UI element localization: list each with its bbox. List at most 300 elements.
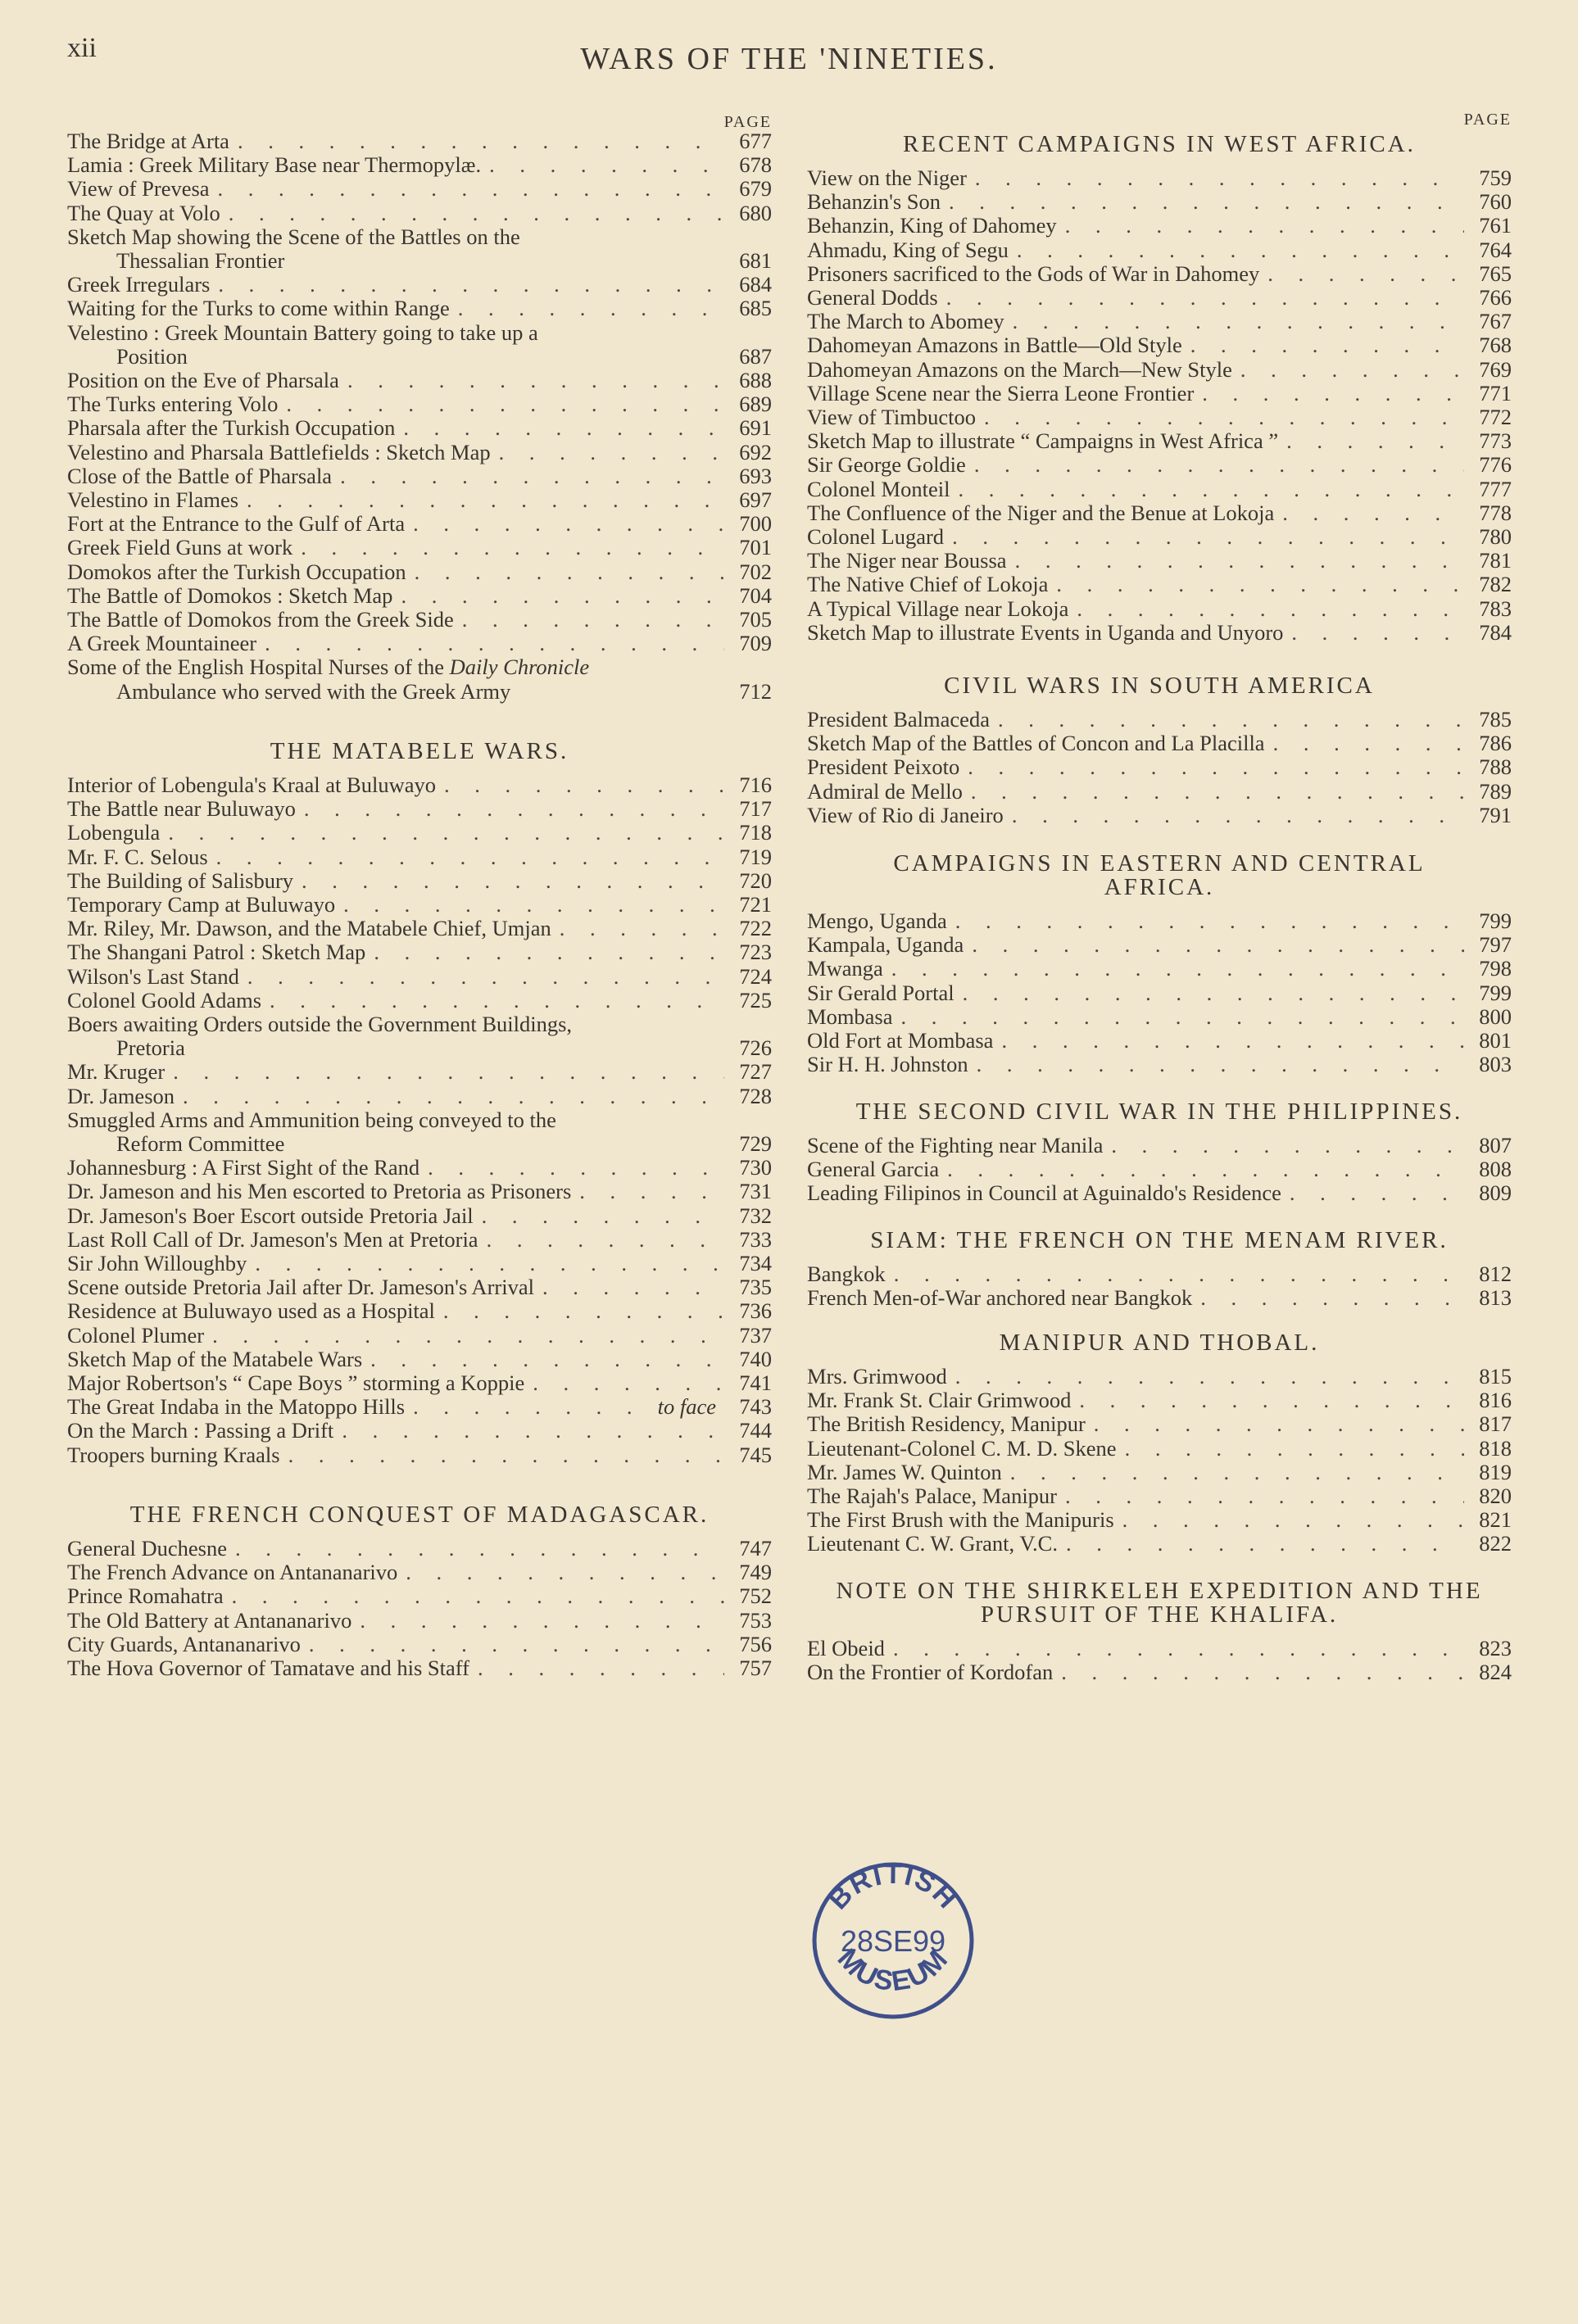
toc-entry xyxy=(67,488,772,512)
entry-page-number: 817 xyxy=(1479,1411,1512,1437)
entry-title xyxy=(67,1419,724,1443)
entry-page-number: 761 xyxy=(1479,213,1512,238)
entry-title-text: Colonel Monteil xyxy=(807,477,950,501)
entry-title-text: The Battle of Domokos from the Greek Side xyxy=(67,608,454,632)
entry-title-text: Behanzin's Son xyxy=(807,190,941,215)
toc-entry xyxy=(807,190,1512,214)
entry-title xyxy=(67,655,724,703)
toc-entry xyxy=(807,286,1512,310)
entry-title xyxy=(807,1484,1464,1508)
entry-title xyxy=(67,369,724,392)
entry-title xyxy=(67,989,724,1013)
toc-entry xyxy=(67,202,772,225)
entry-title-text: The Battle near Buluwayo xyxy=(67,797,296,822)
toc-entry xyxy=(807,1412,1512,1436)
entry-page-number: 788 xyxy=(1479,754,1512,780)
entry-title-text: The Great Indaba in the Matoppo Hills xyxy=(67,1395,406,1420)
entry-title xyxy=(807,310,1464,333)
toc-entry xyxy=(807,573,1512,596)
entry-title-text: Sketch Map showing the Scene of the Battles on the xyxy=(67,224,520,249)
entry-title xyxy=(807,1461,1464,1484)
toc-entry xyxy=(67,1299,772,1323)
entry-page-number: 803 xyxy=(1479,1052,1512,1077)
entry-page-number: 691 xyxy=(739,415,772,441)
entry-page-number: 815 xyxy=(1479,1364,1512,1389)
entry-page-number: 757 xyxy=(739,1656,772,1681)
entry-title xyxy=(807,1532,1464,1556)
toc-entry xyxy=(67,1584,772,1608)
toc-entry xyxy=(807,310,1512,333)
entry-title-text: View on the Niger xyxy=(807,166,967,190)
toc-entry xyxy=(807,708,1512,732)
entry-title xyxy=(807,1286,1464,1310)
toc-entry xyxy=(807,214,1512,238)
entry-page-number: 730 xyxy=(739,1155,772,1180)
toc-entry xyxy=(807,780,1512,804)
toc-entry xyxy=(807,478,1512,501)
entry-title xyxy=(67,129,724,153)
entry-title-text: Sketch Map to illustrate Events in Uganda and Unyoro xyxy=(807,620,1284,645)
toc-entry xyxy=(807,981,1512,1005)
entry-title xyxy=(807,525,1464,549)
entry-title-text: Village Scene near the Sierra Leone Frontier xyxy=(807,381,1195,405)
section-title: THE MATABELE WARS. xyxy=(270,738,569,764)
entry-page-number: 735 xyxy=(739,1275,772,1300)
toc-entry xyxy=(67,655,772,703)
entry-title-text: Greek Irregulars xyxy=(67,273,211,297)
entry-title xyxy=(67,416,724,440)
entry-page-number: 760 xyxy=(1479,189,1512,215)
section-philippines xyxy=(807,1100,1512,1206)
entry-title-text: Lobengula xyxy=(67,821,161,845)
entry-page-number: 782 xyxy=(1479,572,1512,597)
entry-page-number: 813 xyxy=(1479,1285,1512,1311)
section-shirkeleh xyxy=(807,1579,1512,1684)
entry-title xyxy=(807,1053,1464,1076)
entry-page-number: 783 xyxy=(1479,596,1512,621)
entry-page-number: 681 xyxy=(739,248,772,274)
entry-title-text: View of Prevesa xyxy=(67,177,210,202)
toc-entry xyxy=(67,129,772,153)
entry-page-number: 747 xyxy=(739,1536,772,1561)
toc-entry xyxy=(67,1108,772,1156)
entry-title xyxy=(807,1029,1464,1053)
entry-page-number: 689 xyxy=(739,392,772,417)
toc-entry xyxy=(67,1252,772,1275)
entry-page-number: 697 xyxy=(739,487,772,513)
entry-title-text: Prisoners sacrificed to the Gods of War in Dahomey xyxy=(807,261,1260,286)
entry-page-number: 768 xyxy=(1479,333,1512,358)
toc-entry xyxy=(807,501,1512,525)
entry-page-number: 752 xyxy=(739,1583,772,1609)
entry-title xyxy=(807,957,1464,981)
entry-title xyxy=(807,1508,1464,1532)
section-matabele-wars xyxy=(67,740,772,1467)
toc-entry xyxy=(67,608,772,632)
toc-entry xyxy=(67,1275,772,1299)
entry-page-number: 740 xyxy=(739,1346,772,1371)
entry-title-text: Johannesburg : A First Sight of the Rand xyxy=(67,1156,420,1180)
toc-entry xyxy=(807,1389,1512,1412)
entry-title-text: Velestino and Pharsala Battlefields : Sketch Map xyxy=(67,440,491,464)
entry-title-text: Mr. F. C. Selous xyxy=(67,845,208,869)
entry-page-number: 743 xyxy=(739,1394,772,1420)
entry-title-text: Dahomeyan Amazons on the March—New Style xyxy=(807,357,1232,382)
entry-title xyxy=(67,821,724,845)
entry-title xyxy=(807,1412,1464,1436)
entry-page-number: 753 xyxy=(739,1607,772,1633)
toc-entry xyxy=(807,549,1512,573)
entry-title-text: Interior of Lobengula's Kraal at Buluwayo xyxy=(67,773,436,797)
toc-entry xyxy=(67,1633,772,1656)
entry-title-text: Bangkok xyxy=(807,1262,886,1286)
toc-entry xyxy=(807,1461,1512,1484)
entry-title-text: The Turks entering Volo xyxy=(67,392,279,417)
entry-title-text: Dr. Jameson and his Men escorted to Pretoria as Prisoners xyxy=(67,1180,572,1204)
toc-entry xyxy=(67,273,772,297)
entry-title-text: The Bridge at Arta xyxy=(67,129,229,153)
entry-title-text: Dr. Jameson xyxy=(67,1084,175,1108)
toc-entry xyxy=(67,1537,772,1561)
entry-page-number: 797 xyxy=(1479,932,1512,958)
entry-page-number: 759 xyxy=(1479,165,1512,190)
entry-title-text: Sketch Map of the Matabele Wars xyxy=(67,1347,363,1371)
entry-title-text: Residence at Buluwayo used as a Hospital xyxy=(67,1299,435,1324)
entry-page-number: 716 xyxy=(739,772,772,797)
entry-title-text: Last Roll Call of Dr. Jameson's Men at Pretoria xyxy=(67,1227,478,1252)
entry-title xyxy=(807,333,1464,357)
entry-title-text: Wilson's Last Stand xyxy=(67,964,239,989)
entry-title xyxy=(807,780,1464,804)
toc-entry xyxy=(67,464,772,488)
entry-page-number: 712 xyxy=(739,678,772,704)
entry-title-text: Colonel Goold Adams xyxy=(67,988,262,1013)
toc-entry xyxy=(807,1181,1512,1205)
entry-title-text: Mr. Riley, Mr. Dawson, and the Matabele Chief, Umjan xyxy=(67,917,551,941)
entry-title xyxy=(807,1437,1464,1461)
entry-title xyxy=(807,358,1464,382)
toc-entry xyxy=(807,1637,1512,1660)
section-title: THE FRENCH CONQUEST OF MADAGASCAR. xyxy=(129,1502,710,1528)
toc-entry xyxy=(67,1156,772,1180)
entry-title-text: The Old Battery at Antananarivo xyxy=(67,1608,352,1633)
toc-entry xyxy=(807,1532,1512,1556)
entry-title xyxy=(67,1371,724,1395)
entry-page-number: 722 xyxy=(739,916,772,941)
entry-page-number: 767 xyxy=(1479,309,1512,334)
entry-title-text: Colonel Plumer xyxy=(67,1323,205,1348)
entry-page-number: 702 xyxy=(739,559,772,584)
entry-title xyxy=(67,584,724,608)
entry-title-text: General Dodds xyxy=(807,286,938,310)
toc-entry xyxy=(807,1262,1512,1286)
entry-title-text: Mombasa xyxy=(807,1004,893,1029)
toc-entry xyxy=(67,441,772,464)
entry-page-number: 705 xyxy=(739,607,772,632)
entry-title-text: Waiting for the Turks to come within Range xyxy=(67,297,450,321)
entry-page-number: 679 xyxy=(739,176,772,202)
entry-title-text: French Men-of-War anchored near Bangkok xyxy=(807,1286,1193,1311)
toc-entry xyxy=(807,1660,1512,1684)
entry-title xyxy=(807,190,1464,214)
entry-page-number: 791 xyxy=(1479,802,1512,827)
section-south-america xyxy=(807,674,1512,827)
toc-entry xyxy=(807,1005,1512,1029)
toc-entry xyxy=(67,1180,772,1203)
entry-title xyxy=(67,608,724,632)
toc-entry xyxy=(807,333,1512,357)
entry-title-text: General Duchesne xyxy=(67,1537,227,1561)
toc-entry xyxy=(807,429,1512,453)
entry-title-text: A Greek Mountaineer xyxy=(67,632,257,656)
entry-page-number: 727 xyxy=(739,1059,772,1085)
entry-title-text: Admiral de Mello xyxy=(807,779,963,804)
entry-title-text: The March to Abomey xyxy=(807,310,1004,334)
entry-page-number: 720 xyxy=(739,868,772,893)
entry-page-number: 823 xyxy=(1479,1636,1512,1660)
section-title: CIVIL WARS IN SOUTH AMERICA xyxy=(944,673,1375,699)
entry-title xyxy=(807,933,1464,957)
toc-entry xyxy=(807,755,1512,779)
entry-title-text: Kampala, Uganda xyxy=(807,933,964,958)
entry-page-number: 701 xyxy=(739,535,772,560)
entry-page-number: 680 xyxy=(739,200,772,225)
entry-title-text: Domokos after the Turkish Occupation xyxy=(67,559,406,584)
toc-entry xyxy=(807,453,1512,477)
entry-page-number: 684 xyxy=(739,272,772,297)
toc-entry xyxy=(67,1228,772,1252)
entry-title-text: Pharsala after the Turkish Occupation xyxy=(67,416,396,441)
entry-page-number: 700 xyxy=(739,511,772,537)
svg-text:BRITISH xyxy=(823,1859,964,1915)
toc-entry xyxy=(67,773,772,797)
entry-title-text: Mr. Frank St. Clair Grimwood xyxy=(807,1389,1072,1413)
entry-title-text: Colonel Lugard xyxy=(807,525,945,550)
entry-title-text: The Confluence of the Niger and the Benue at Lokoja xyxy=(807,501,1275,525)
toc-entry xyxy=(807,597,1512,621)
entry-title xyxy=(807,549,1464,573)
entry-title-text: A Typical Village near Lokoja xyxy=(807,596,1069,621)
entry-page-number: 749 xyxy=(739,1560,772,1585)
entry-title-text: Sir Gerald Portal xyxy=(807,981,955,1005)
section-title: RECENT CAMPAIGNS IN WEST AFRICA. xyxy=(903,131,1416,157)
entry-page-number: 717 xyxy=(739,796,772,822)
toc-entry xyxy=(807,238,1512,262)
entry-title xyxy=(67,321,724,369)
entry-title-text: The Building of Salisbury xyxy=(67,868,294,893)
entry-page-number: 800 xyxy=(1479,1003,1512,1029)
entry-title xyxy=(807,981,1464,1005)
toc-entry xyxy=(807,1286,1512,1310)
section-title: NOTE ON THE SHIRKELEH EXPEDITION AND THE PURSUIT OF THE KHALIFA. xyxy=(836,1578,1483,1628)
entry-title xyxy=(807,1005,1464,1029)
entry-page-number: 677 xyxy=(739,129,772,153)
entry-page-number: 756 xyxy=(739,1631,772,1656)
entry-page-number: 729 xyxy=(739,1131,772,1157)
entry-title-text: Mr. Kruger xyxy=(67,1060,166,1085)
toc-entry xyxy=(67,584,772,608)
entry-title xyxy=(807,478,1464,501)
entry-title-text: General Garcia xyxy=(807,1157,940,1182)
section-madagascar xyxy=(67,1503,772,1680)
entry-title xyxy=(67,273,724,297)
entry-title-text: Mwanga xyxy=(807,957,883,981)
entry-page-number: 798 xyxy=(1479,956,1512,981)
entry-title xyxy=(807,621,1464,645)
entry-title-text: Ahmadu, King of Segu xyxy=(807,238,1009,262)
toc-entry xyxy=(67,225,772,273)
entry-title-text: Lieutenant C. W. Grant, V.C. xyxy=(807,1532,1058,1556)
entry-title xyxy=(67,1537,724,1561)
entry-page-number: 780 xyxy=(1479,524,1512,550)
entry-title-text: Velestino : Greek Mountain Battery going to take up a xyxy=(67,320,538,345)
entry-title xyxy=(807,405,1464,429)
toc-entry xyxy=(807,1157,1512,1181)
entry-title-text: The Niger near Boussa xyxy=(807,549,1007,573)
entry-title xyxy=(807,708,1464,732)
entry-page-number: 778 xyxy=(1479,500,1512,525)
entry-title xyxy=(807,1637,1464,1660)
toc-entry xyxy=(807,1029,1512,1053)
entry-page-number: 734 xyxy=(739,1251,772,1276)
entry-title xyxy=(807,1157,1464,1181)
entry-title xyxy=(67,560,724,584)
entry-title-text: Smuggled Arms and Ammunition being conveyed to the xyxy=(67,1108,556,1132)
entry-page-number: 820 xyxy=(1479,1484,1512,1509)
entry-title xyxy=(807,732,1464,755)
toc-entry xyxy=(807,405,1512,429)
entry-title-text: City Guards, Antananarivo xyxy=(67,1632,301,1656)
entry-title xyxy=(67,177,724,201)
toc-entry xyxy=(807,262,1512,286)
entry-title xyxy=(807,429,1464,453)
entry-title-continuation: Thessalian Frontier xyxy=(116,248,285,274)
entry-title-text: Lamia : Greek Military Base near Thermopylæ. xyxy=(67,153,482,178)
section-manipur xyxy=(807,1331,1512,1556)
entry-page-number: 728 xyxy=(739,1083,772,1108)
entry-page-number: 784 xyxy=(1479,619,1512,645)
entry-title xyxy=(67,917,724,940)
entry-title-text: View of Timbuctoo xyxy=(807,405,977,430)
entry-page-number: 688 xyxy=(739,368,772,393)
toc-entry xyxy=(67,1561,772,1584)
entry-title xyxy=(67,773,724,797)
section-eastern-central-africa xyxy=(807,852,1512,1076)
toc-entry xyxy=(67,153,772,177)
entry-title-text: Major Robertson's “ Cape Boys ” storming a Koppie xyxy=(67,1371,525,1396)
toc-entry xyxy=(67,536,772,559)
entry-page-number: 816 xyxy=(1479,1388,1512,1413)
entry-page-number: 777 xyxy=(1479,476,1512,501)
entry-title xyxy=(67,392,724,416)
entry-title-text: Temporary Camp at Buluwayo xyxy=(67,893,336,917)
entry-page-number: 822 xyxy=(1479,1531,1512,1556)
toc-entry xyxy=(67,416,772,440)
entry-title xyxy=(807,214,1464,238)
entry-title xyxy=(67,940,724,964)
entry-title-text: The French Advance on Antananarivo xyxy=(67,1561,398,1585)
entry-page-number: 785 xyxy=(1479,707,1512,732)
entry-title xyxy=(807,1134,1464,1157)
entry-page-number: 693 xyxy=(739,463,772,488)
entry-title xyxy=(67,869,724,893)
toc-entry xyxy=(807,1365,1512,1389)
entry-page-number: 724 xyxy=(739,963,772,989)
toc-entry xyxy=(67,1060,772,1084)
stamp-top-text: BRITISH xyxy=(822,1858,964,1916)
toc-entry xyxy=(67,940,772,964)
entry-title xyxy=(807,1262,1464,1286)
entry-title xyxy=(67,536,724,559)
toc-entry xyxy=(67,1419,772,1443)
entry-title xyxy=(67,1275,724,1299)
entry-title-text: The Hova Governor of Tamatave and his Staff xyxy=(67,1656,469,1681)
entry-title-text: The First Brush with the Manipuris xyxy=(807,1508,1114,1533)
entry-page-number: 709 xyxy=(739,631,772,656)
section-title: MANIPUR AND THOBAL. xyxy=(999,1330,1320,1356)
entry-title xyxy=(67,1252,724,1275)
toc-entry xyxy=(807,1508,1512,1532)
section-siam xyxy=(807,1229,1512,1310)
entry-title xyxy=(67,1156,724,1180)
toc-entry xyxy=(67,989,772,1013)
entry-title xyxy=(67,202,724,225)
toc-entry xyxy=(807,1134,1512,1157)
entry-page-number: 808 xyxy=(1479,1157,1512,1182)
toc-entry xyxy=(807,1484,1512,1508)
toc-entry xyxy=(67,392,772,416)
entry-title-text: The Battle of Domokos : Sketch Map xyxy=(67,583,393,608)
toc-entry xyxy=(807,525,1512,549)
toc-entry xyxy=(807,166,1512,190)
entry-title-text: On the March : Passing a Drift xyxy=(67,1419,334,1443)
entry-page-number: 818 xyxy=(1479,1435,1512,1461)
entry-title-text: Prince Romahatra xyxy=(67,1584,224,1609)
entry-title xyxy=(67,297,724,320)
entry-title xyxy=(67,1395,651,1419)
entry-title xyxy=(67,1561,724,1584)
entry-title xyxy=(67,512,724,536)
entry-title xyxy=(67,1656,724,1680)
toc-entry xyxy=(67,632,772,655)
entry-title-text: The British Residency, Manipur xyxy=(807,1412,1086,1437)
page-number: xii xyxy=(67,33,97,63)
entry-page-number: 732 xyxy=(739,1203,772,1228)
entry-title xyxy=(67,1013,724,1060)
entry-title xyxy=(67,632,724,655)
toc-entry xyxy=(67,1204,772,1228)
entry-title xyxy=(67,1324,724,1348)
entry-page-number: 721 xyxy=(739,892,772,917)
stamp-bottom-text: MUSEUM xyxy=(831,1942,955,1998)
entry-title-text: President Peixoto xyxy=(807,755,960,780)
entry-page-number: 737 xyxy=(739,1322,772,1348)
entry-page-number: 801 xyxy=(1479,1028,1512,1053)
entry-title xyxy=(807,1660,1464,1684)
entry-page-number: 764 xyxy=(1479,237,1512,262)
entry-title xyxy=(67,1299,724,1323)
entry-title-text: The Shangani Patrol : Sketch Map xyxy=(67,940,366,965)
entry-title xyxy=(807,262,1464,286)
entry-title xyxy=(807,1181,1464,1205)
entry-title-text: Greek Field Guns at work xyxy=(67,536,293,560)
entry-title xyxy=(67,225,724,273)
entry-title xyxy=(67,1633,724,1656)
toc-entry xyxy=(67,1348,772,1371)
entry-page-number: 718 xyxy=(739,820,772,845)
entry-page-number: 704 xyxy=(739,582,772,608)
toc-entry xyxy=(67,821,772,845)
